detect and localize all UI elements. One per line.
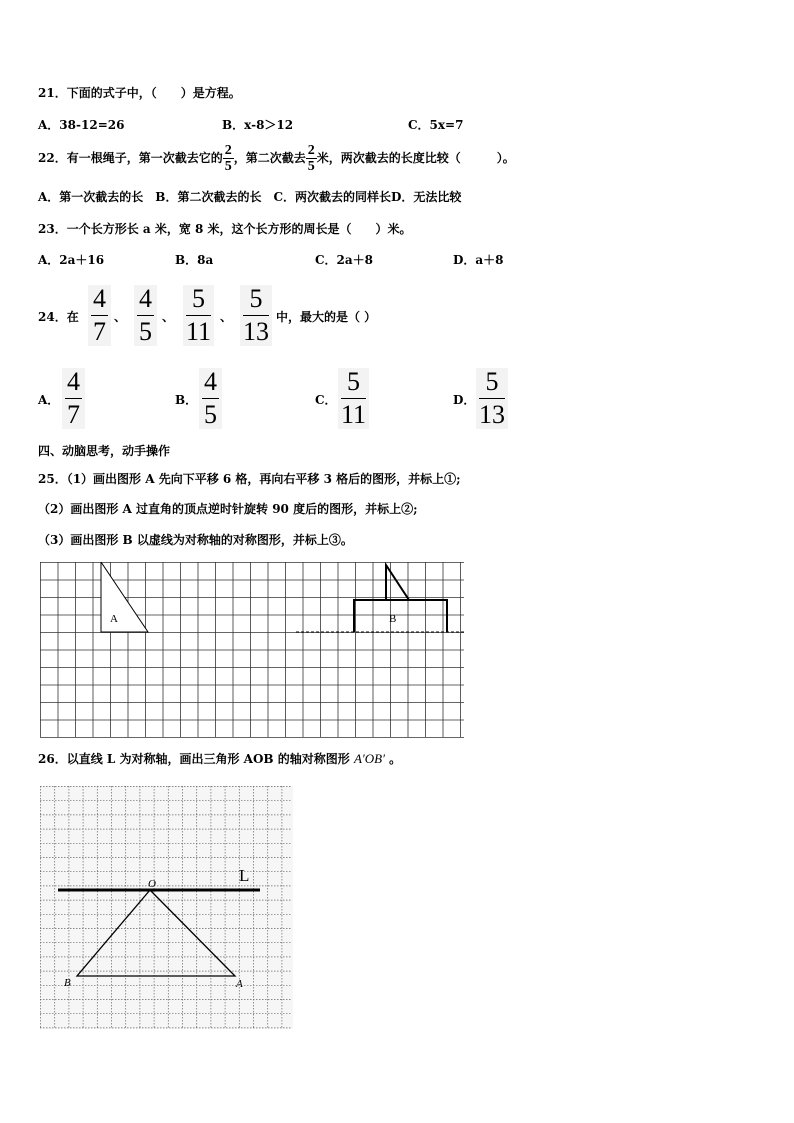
q22-stem-part-a: 22．有一根绳子，第一次截去它的	[38, 151, 223, 165]
q23-stem: 23．一个长方形长 a 米，宽 8 米，这个长方形的周长是（ ）米。	[38, 222, 412, 236]
q22-fraction-1-den: 5	[224, 158, 232, 174]
q24-option-b-fraction	[199, 368, 222, 429]
q21-stem: 21．下面的式子中，（ ）是方程。	[38, 86, 241, 100]
q24-option-d-num: 5	[485, 367, 499, 396]
q25-grid-figure	[40, 562, 465, 738]
q26-label-o: O	[148, 878, 156, 890]
q21-option-c: C．5x=7	[408, 118, 464, 132]
q24-fraction-1	[88, 285, 111, 346]
q23-option-c: C．2a＋8	[315, 253, 374, 267]
q24-fraction-4	[240, 285, 272, 346]
q24-sep-1: 、	[114, 310, 127, 324]
section-4-title: 四、动脑思考，动手操作	[38, 444, 171, 458]
q24-option-a-letter: A．	[38, 393, 60, 407]
q26-label-b: B	[64, 977, 71, 989]
q26-label-a: A	[236, 978, 243, 990]
q25-label-b: B	[389, 613, 397, 625]
q22-fraction-2-den: 5	[307, 158, 315, 174]
q26-label-l: L	[239, 866, 250, 885]
q24-option-c-fraction	[338, 368, 369, 429]
q24-option-c-den: 11	[341, 400, 367, 429]
q22-options: A．第一次截去的长 B．第二次截去的长 C．两次截去的同样长D．无法比较	[38, 190, 462, 204]
q24-option-c-letter: C．	[315, 393, 337, 407]
q24-fraction-3-num: 5	[192, 284, 206, 313]
q24-option-b-letter: B．	[175, 393, 198, 407]
q22-stem	[38, 138, 515, 178]
q22-fraction-1	[223, 144, 234, 174]
q26-stem-part-b: 。	[389, 752, 402, 766]
q21-option-b: B．x-8＞12	[222, 118, 294, 132]
q25-shape-b-flag	[386, 565, 409, 600]
q24-fraction-2-den: 5	[139, 317, 152, 346]
q24-option-c-num: 5	[347, 367, 361, 396]
q24-option-a-den: 7	[67, 400, 80, 429]
q25-label-a: A	[110, 613, 118, 625]
q26-grid-figure	[40, 786, 293, 1029]
q26-stem-part-a: 26．以直线 L 为对称轴，画出三角形 AOB 的轴对称图形	[38, 752, 350, 766]
q25-shape-b-body	[354, 600, 447, 632]
q26-stem	[38, 750, 401, 767]
q22-fraction-1-num: 2	[224, 142, 232, 158]
q24-option-b-num: 4	[204, 367, 217, 396]
q24-fraction-2-num: 4	[139, 284, 152, 313]
q24-fraction-1-num: 4	[93, 284, 106, 313]
q24-fraction-4-den: 13	[243, 317, 269, 346]
q24-fraction-3-den: 11	[186, 317, 212, 346]
q26-stem-math: A′OB′	[353, 751, 385, 766]
q22-stem-part-b: ，第二次截去	[233, 151, 306, 165]
q25-shape-a	[101, 562, 148, 632]
q24-fraction-1-den: 7	[93, 317, 106, 346]
q24-option-a-fraction	[62, 368, 85, 429]
q24-sep-3: 、	[220, 310, 233, 324]
q24-fraction-4-num: 5	[249, 284, 263, 313]
q21-option-a: A．38-12=26	[38, 118, 125, 132]
q24-fraction-2	[134, 285, 157, 346]
q25-line-1: 25．（1）画出图形 A 先向下平移 6 格，再向右平移 3 格后的图形，并标上①;	[38, 472, 461, 486]
q23-option-b: B．8a	[175, 253, 214, 267]
q24-option-d-letter: D．	[453, 393, 476, 407]
q24-option-d-den: 13	[479, 400, 505, 429]
q23-option-d: D．a＋8	[453, 253, 504, 267]
q24-option-a-num: 4	[67, 367, 80, 396]
q22-fraction-2-num: 2	[307, 142, 315, 158]
q24-sep-2: 、	[162, 310, 175, 324]
q24-fraction-3	[183, 285, 214, 346]
q24-option-b-den: 5	[204, 400, 217, 429]
q22-stem-part-c: 米，两次截去的长度比较（ ）。	[316, 151, 515, 165]
q24-lead: 24．在	[38, 310, 79, 324]
q25-line-3: （3）画出图形 B 以虚线为对称轴的对称图形，并标上③。	[38, 533, 353, 547]
q24-tail: 中，最大的是（ ）	[276, 310, 377, 324]
q25-line-2: （2）画出图形 A 过直角的顶点逆时针旋转 90 度后的图形，并标上②;	[38, 502, 418, 516]
q24-option-d-fraction	[476, 368, 508, 429]
q23-option-a: A．2a＋16	[38, 253, 105, 267]
q22-fraction-2	[306, 144, 317, 174]
